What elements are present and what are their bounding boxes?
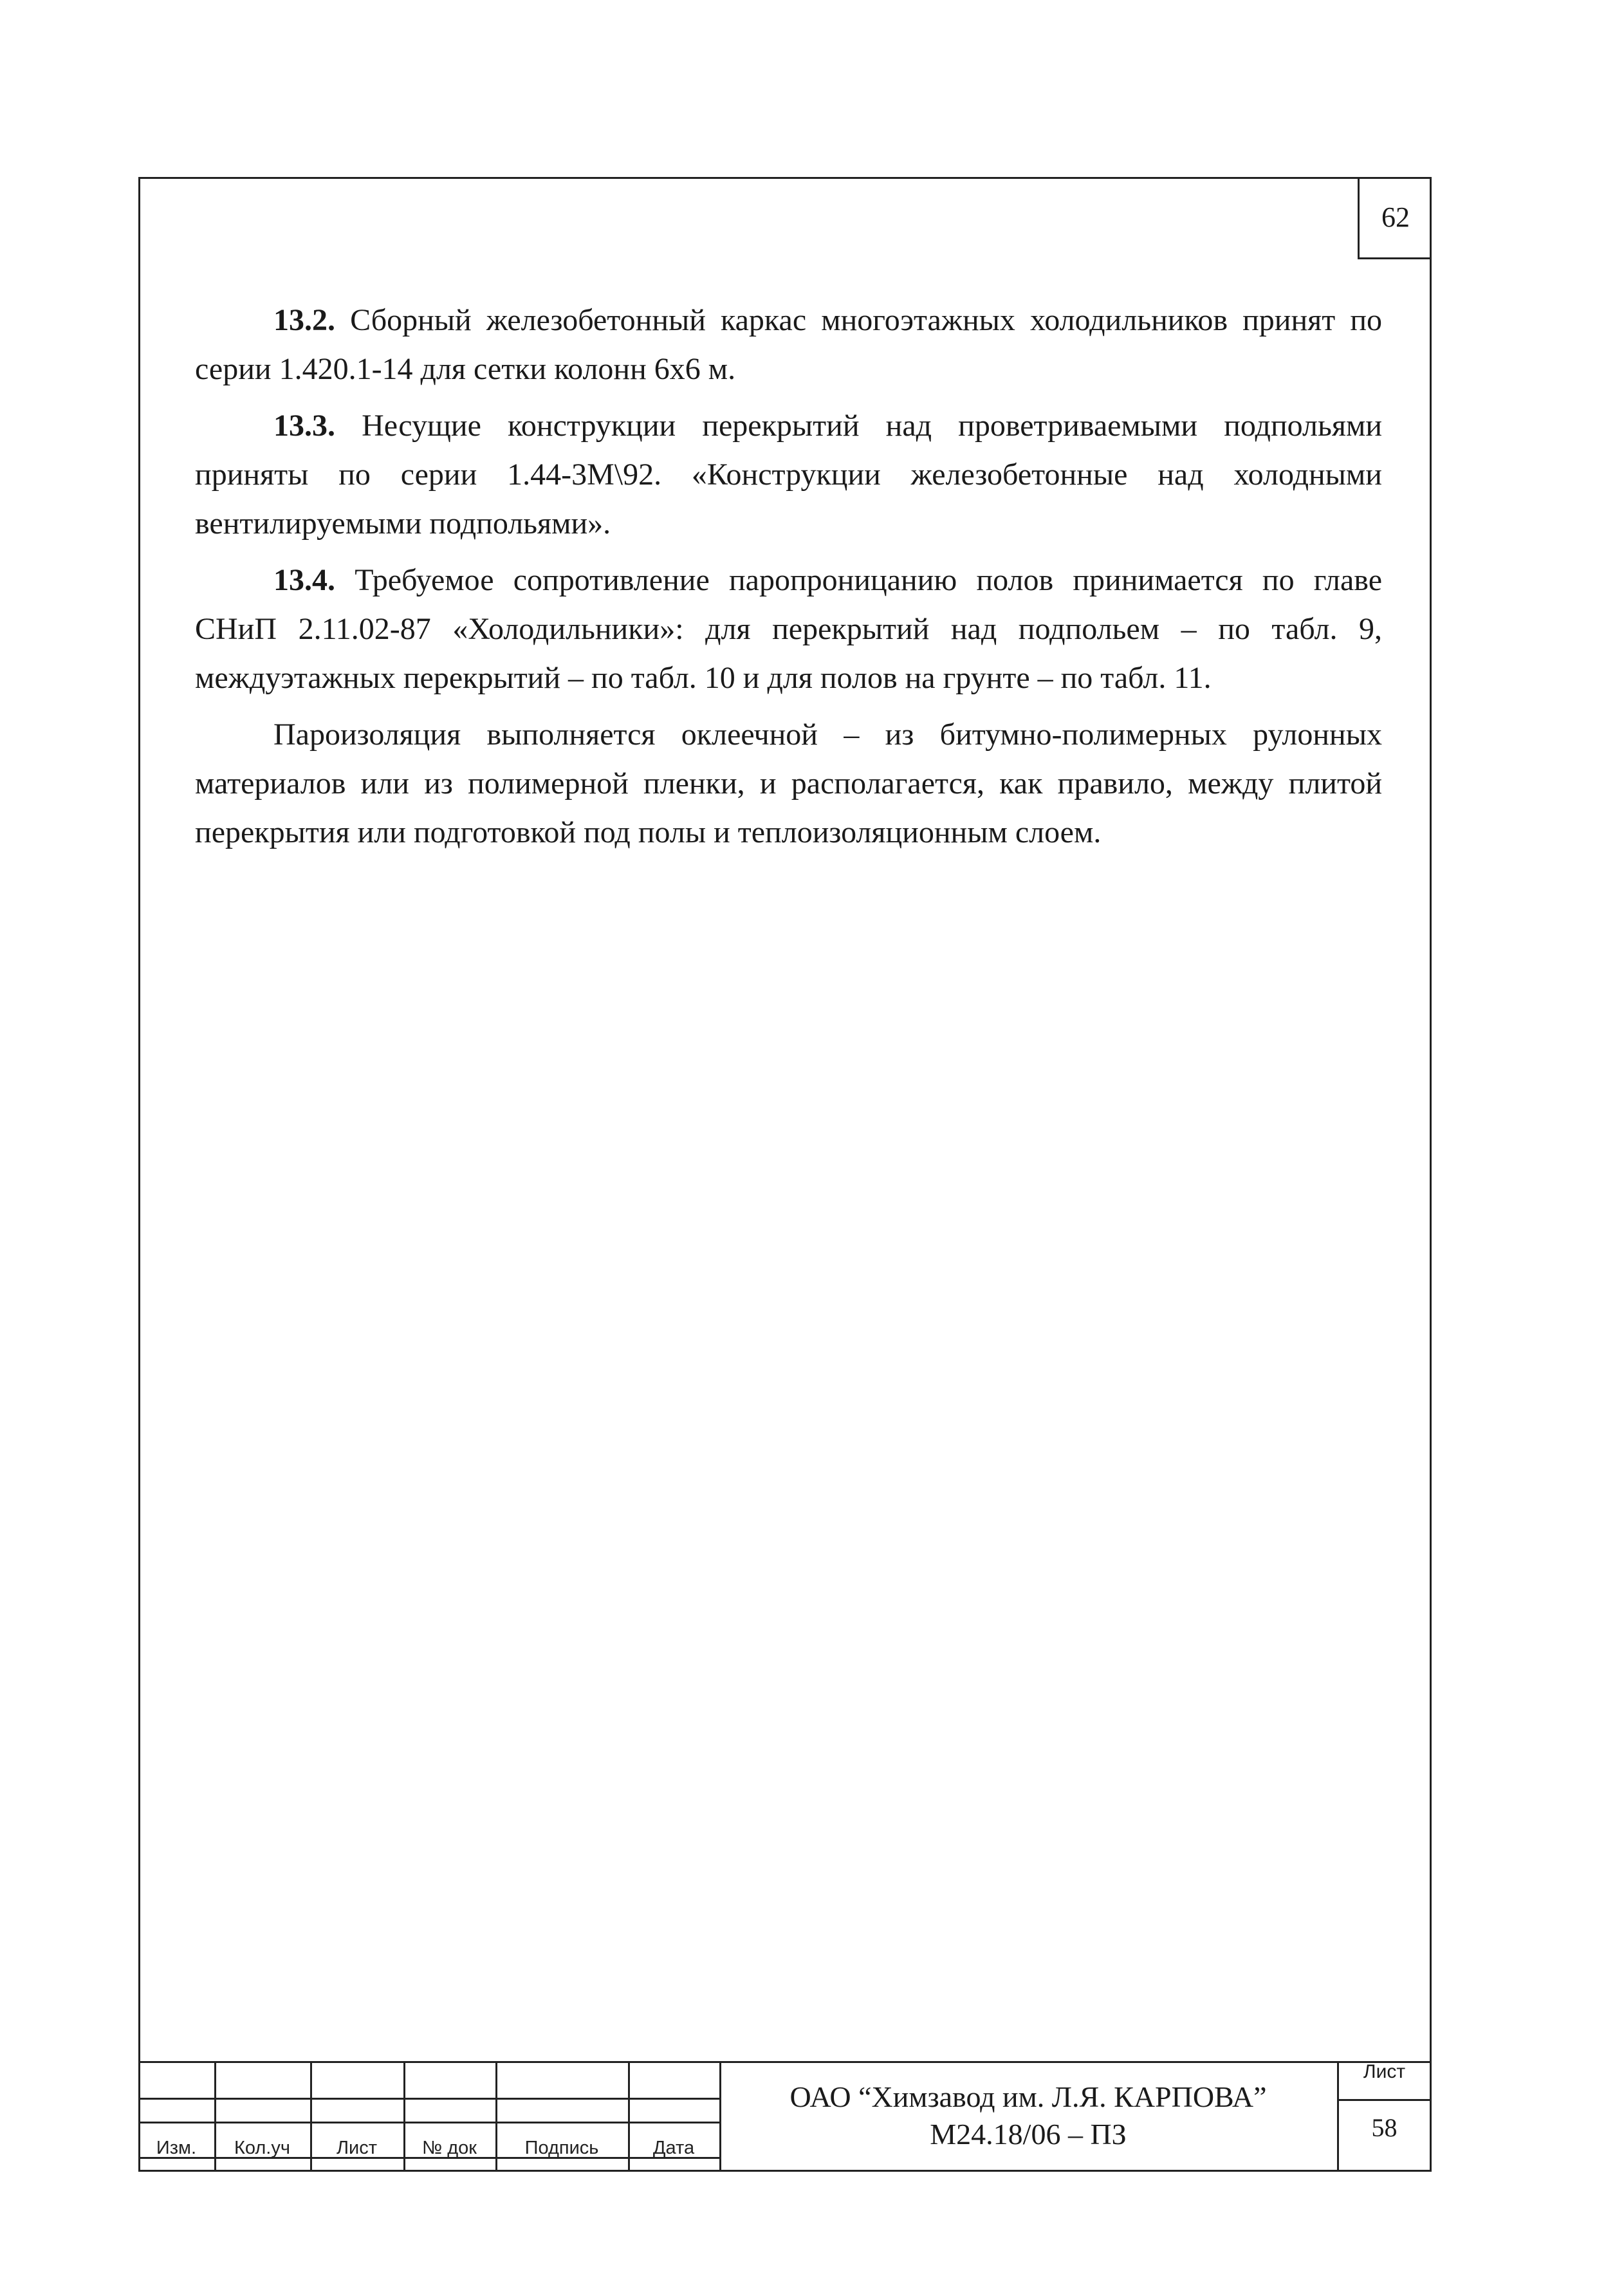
- paragraph-text: Пароизоляция выполняется оклеечной – из битумно-полимерных рулонных материалов или из полимерной пленки, и располагается, как правило, между плитой перекрытия или подготовкой под полы и теплоизоляционным слоем.: [195, 717, 1382, 849]
- title-block-sheet-divider: [1337, 2099, 1432, 2101]
- document-code: М24.18/06 – ПЗ: [930, 2118, 1127, 2151]
- paragraph-text: Несущие конструкции перекрытий над проветриваемыми подпольями приняты по серии 1.44-3М\92. «Конструкции железобетонные над холодными вентилируемыми подпольями».: [195, 409, 1382, 541]
- sheet-label: Лист: [1363, 2061, 1406, 2082]
- title-block-row-line: [138, 2122, 719, 2123]
- paragraph-text: Сборный железобетонный каркас многоэтажных холодильников принят по серии 1.420.1-14 для сетки колонн 6х6 м.: [195, 303, 1382, 386]
- col-label-list: Лист: [336, 2138, 377, 2158]
- col-label-data: Дата: [652, 2138, 695, 2158]
- col-label-podpis: Подпись: [524, 2138, 599, 2158]
- paragraph-13-4: [195, 556, 1382, 703]
- paragraph-vapor-barrier: [195, 710, 1382, 857]
- title-block-organization: [719, 2078, 1337, 2153]
- page-number-text: 62: [1381, 201, 1410, 233]
- organization-name: ОАО “Химзавод им. Л.Я. КАРПОВА”: [789, 2080, 1267, 2113]
- paragraph-number: 13.4.: [273, 563, 335, 597]
- paragraph-number: 13.3.: [273, 409, 335, 443]
- paragraph-13-2: [195, 296, 1382, 394]
- sheet-number: 58: [1371, 2113, 1398, 2142]
- paragraph-text: Требуемое сопротивление паропроницанию полов принимается по главе СНиП 2.11.02-87 «Холодильники»: для перекрытий над подпольем – по табл. 9, междуэтажных перекрытий – по табл. 10 и для полов на грунте – по табл. 11.: [195, 563, 1382, 695]
- paragraph-number: 13.2.: [273, 303, 335, 337]
- paragraph-13-3: [195, 402, 1382, 548]
- title-block-row-line: [138, 2098, 719, 2100]
- col-label-n-dok: № док: [422, 2138, 477, 2158]
- col-label-kol-uch: Кол.уч: [234, 2138, 290, 2158]
- body-text: [195, 296, 1382, 865]
- title-block-top-line: [138, 2061, 1432, 2063]
- page-number: [1358, 177, 1432, 259]
- col-label-izm: Изм.: [156, 2138, 197, 2158]
